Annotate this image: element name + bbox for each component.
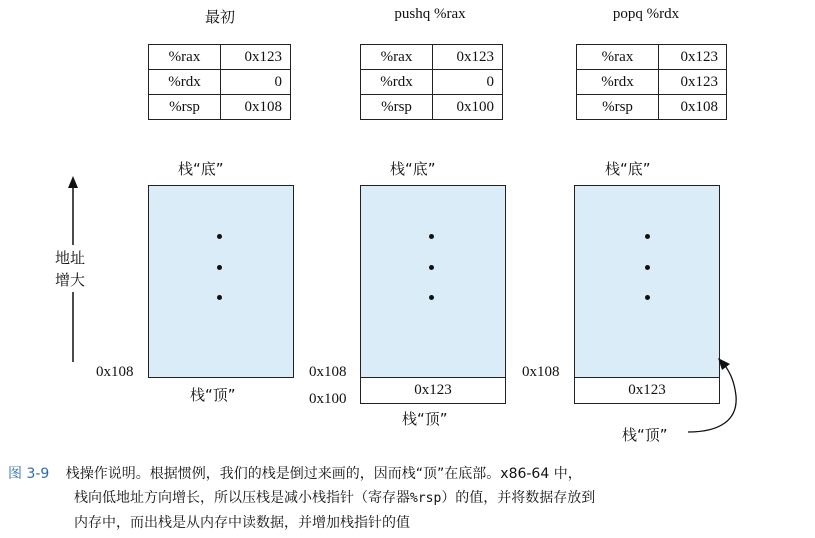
register-value: 0x123	[433, 45, 503, 70]
caption-text: 内存中，而出栈是从内存中读数据，并增加栈指针的值	[74, 515, 410, 531]
register-value: 0x108	[221, 95, 291, 120]
caption-line-2	[8, 486, 808, 511]
register-value: 0	[433, 70, 503, 95]
register-table-popq	[576, 44, 727, 120]
figure-number: 图 3-9	[8, 466, 50, 482]
register-value: 0x100	[433, 95, 503, 120]
register-name: %rsp	[577, 95, 659, 120]
axis-label-line1: 地址	[55, 245, 85, 270]
stack-initial	[148, 185, 294, 378]
stack-pushq	[360, 185, 506, 378]
table-row	[361, 70, 503, 95]
register-name: %rsp	[361, 95, 433, 120]
caption-line-1	[8, 462, 808, 486]
register-table-pushq	[360, 44, 503, 120]
register-name: %rsp	[149, 95, 221, 120]
register-name: %rdx	[149, 70, 221, 95]
ellipsis-dot	[429, 234, 434, 239]
register-value: 0	[221, 70, 291, 95]
ellipsis-dot	[429, 295, 434, 300]
stack-top-label: 栈“顶”	[402, 410, 448, 428]
stack-bottom-label: 栈“底”	[605, 160, 651, 178]
ellipsis-dot	[645, 265, 650, 270]
table-row	[361, 95, 503, 120]
table-row	[577, 70, 727, 95]
stack-top-pointer-arrow	[680, 350, 750, 440]
axis-label-line2: 增大	[55, 267, 85, 292]
ellipsis-dot	[217, 234, 222, 239]
register-name: %rax	[149, 45, 221, 70]
stack-top-label: 栈“顶”	[622, 426, 668, 444]
address-label: 0x108	[522, 364, 560, 380]
stack-top-cell: 0x123	[574, 377, 720, 404]
register-name: %rdx	[361, 70, 433, 95]
table-row	[361, 45, 503, 70]
address-label: 0x108	[309, 364, 347, 380]
register-value: 0x108	[659, 95, 727, 120]
table-row	[149, 95, 291, 120]
caption-text: ）的值，并将数据存放到	[441, 490, 596, 506]
register-value: 0x123	[659, 45, 727, 70]
stack-top-cell: 0x123	[360, 377, 506, 404]
register-name: %rdx	[577, 70, 659, 95]
figure-caption	[8, 462, 808, 535]
stack-bottom-label: 栈“底”	[178, 160, 224, 178]
ellipsis-dot	[645, 234, 650, 239]
caption-text: 栈操作说明。根据惯例，我们的栈是倒过来画的，因而栈“顶”在底部。x86-64 中，	[65, 466, 582, 482]
ellipsis-dot	[217, 265, 222, 270]
stack-bottom-label: 栈“底”	[390, 160, 436, 178]
register-table-initial	[148, 44, 291, 120]
register-name: %rax	[361, 45, 433, 70]
ellipsis-dot	[429, 265, 434, 270]
register-value: 0x123	[659, 70, 727, 95]
panel-title-pushq: pushq %rax	[394, 6, 466, 22]
panel-title-initial: 最初	[204, 8, 235, 26]
caption-code: %rsp	[410, 491, 442, 506]
table-row	[149, 70, 291, 95]
address-label: 0x100	[309, 391, 347, 407]
register-value: 0x123	[221, 45, 291, 70]
ellipsis-dot	[217, 295, 222, 300]
caption-line-3	[8, 511, 808, 535]
ellipsis-dot	[645, 295, 650, 300]
table-row	[577, 95, 727, 120]
panel-title-popq: popq %rdx	[612, 6, 680, 22]
address-label: 0x108	[96, 364, 134, 380]
caption-text: 栈向低地址方向增长，所以压栈是减小栈指针（寄存器	[74, 490, 410, 506]
stack-top-label: 栈“顶”	[190, 386, 236, 404]
register-name: %rax	[577, 45, 659, 70]
table-row	[577, 45, 727, 70]
table-row	[149, 45, 291, 70]
